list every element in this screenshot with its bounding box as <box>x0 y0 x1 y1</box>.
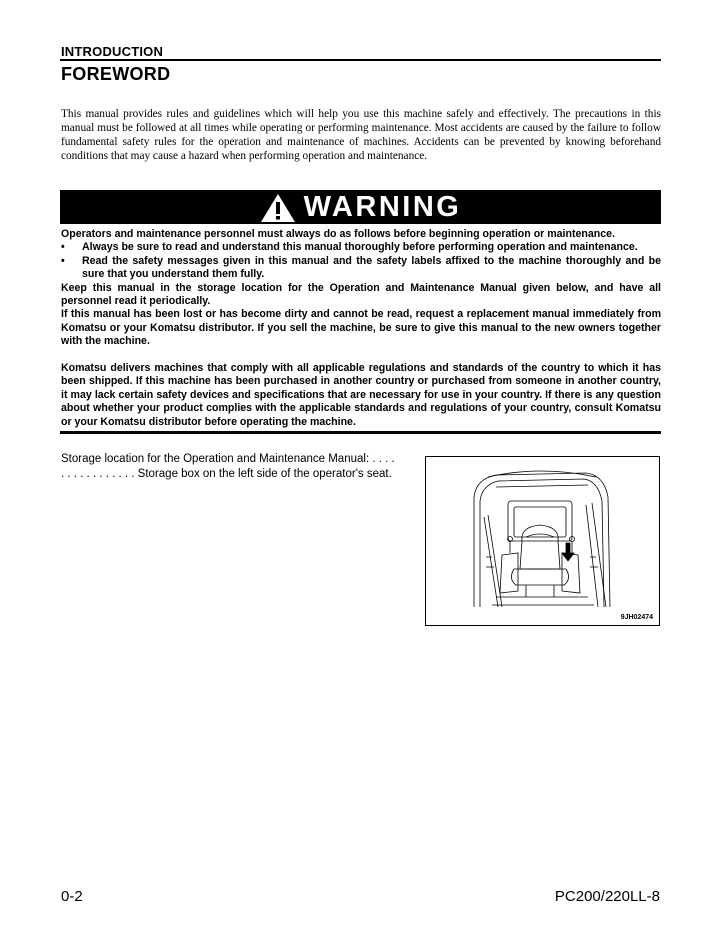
page-number: 0-2 <box>61 888 83 905</box>
cab-illustration <box>425 456 660 626</box>
storage-line-2: . . . . . . . . . . . . Storage box on the left side of the operator's seat. <box>61 468 392 480</box>
warning-bottom-rule <box>60 431 661 434</box>
page-title: FOREWORD <box>61 64 171 84</box>
figure-code: 9JH02474 <box>620 614 653 621</box>
list-item <box>61 255 661 282</box>
header-rule <box>60 59 661 61</box>
list-item <box>61 241 661 254</box>
warning-body <box>61 228 661 429</box>
warning-lost-text: If this manual has been lost or has become dirty and cannot be read, request a replacement manual immediately from Komatsu or your Komatsu distributor. If you sell the machine, be sure to give this manual to the new owners together with the machine. <box>61 308 661 348</box>
warning-lead: Operators and maintenance personnel must always do as follows before beginning operation or maintenance. <box>61 228 615 240</box>
bullet-text: Always be sure to read and understand this manual thoroughly before performing operation and maintenance. <box>82 241 638 254</box>
warning-compliance-text: Komatsu delivers machines that comply with all applicable regulations and standards of the country to which it has been shipped. If this machine has been purchased in another country or purchased from someone in another country, it may lack certain safety devices and specifications that are necessary for use in your country. If there is any question about whether your product complies with the applicable standards and regulations of your country, consult Komatsu or your Komatsu distributor before operating the machine. <box>61 362 661 428</box>
bullet-mark: • <box>61 241 65 254</box>
section-heading: INTRODUCTION <box>61 44 164 59</box>
storage-line-1: Storage location for the Operation and Maintenance Manual: . . . . <box>61 453 395 465</box>
warning-triangle-icon <box>260 193 296 223</box>
intro-paragraph: This manual provides rules and guidelines which will help you use this machine safely and effectively. The precautions in this manual must be followed at all times while operating or performing maintenance. Most accidents are caused by the failure to follow fundamental safety rules for the operation and maintenance of machines. Accidents can be prevented by knowing beforehand conditions that may cause a hazard when performing operation and maintenance. <box>61 108 661 162</box>
storage-location-text <box>61 452 406 482</box>
operator-cab-drawing <box>426 457 659 625</box>
warning-label: WARNING <box>303 190 462 223</box>
warning-keep-text: Keep this manual in the storage location for the Operation and Maintenance Manual given below, and have all personnel read it periodically. <box>61 281 661 308</box>
bullet-mark: • <box>61 254 65 267</box>
bullet-text: Read the safety messages given in this manual and the safety labels affixed to the machine thoroughly and be sure that you understand them fully. <box>82 254 661 281</box>
warning-banner <box>60 190 661 224</box>
model-number: PC200/220LL-8 <box>554 888 660 905</box>
